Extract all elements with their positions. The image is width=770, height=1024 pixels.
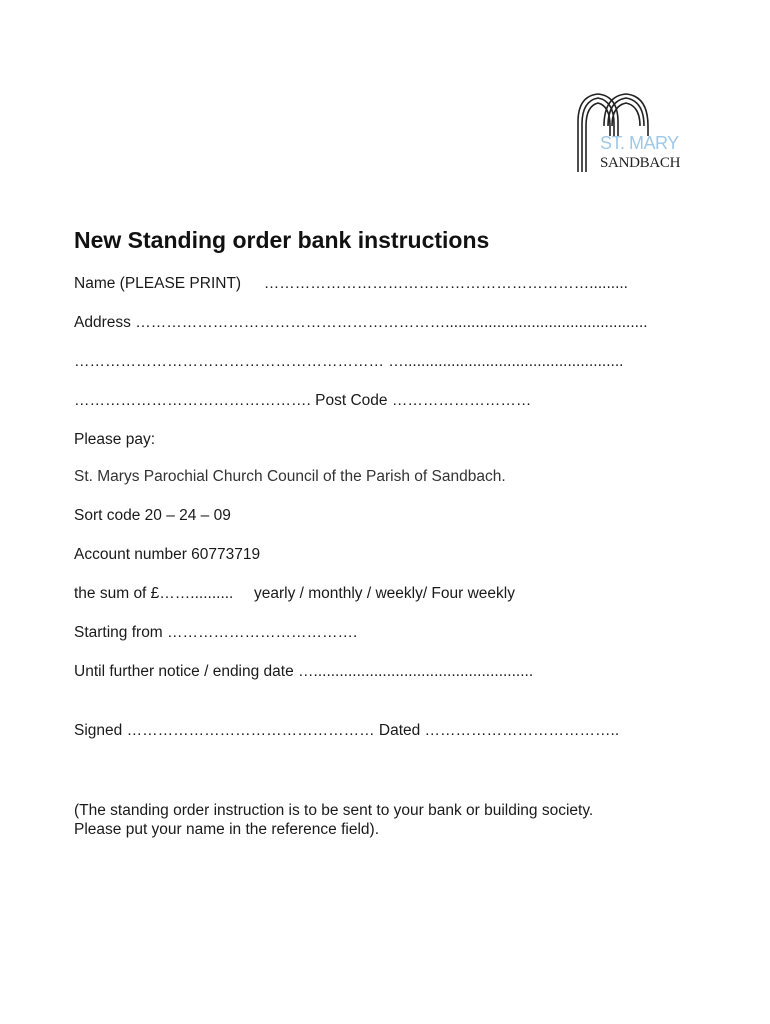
ending-date-field[interactable]: Until further notice / ending date …...................................................: [74, 663, 534, 680]
address-row: [74, 314, 648, 333]
name-field[interactable]: ……………………………………………………….........: [263, 275, 628, 292]
signed-field[interactable]: Signed …………………………………………: [74, 722, 375, 739]
sum-field[interactable]: the sum of £……..........: [74, 585, 234, 602]
address-field-line3[interactable]: ……………………………………….: [74, 392, 311, 409]
logo-text-st-mary: ST. MARY: [600, 133, 679, 153]
address-field-line2[interactable]: …………………………………………………… …...................................................: [74, 353, 624, 370]
sum-row: [74, 585, 515, 604]
name-label: Name (PLEASE PRINT): [74, 275, 242, 292]
address-field-line1[interactable]: ……………………………………………………...............................................: [135, 314, 648, 331]
address-label: Address: [74, 314, 131, 331]
account-number: Account number 60773719: [74, 546, 261, 563]
frequency-options[interactable]: yearly / monthly / weekly/ Four weekly: [253, 585, 515, 602]
address-row-2: [74, 353, 623, 372]
page-title: New Standing order bank instructions: [74, 227, 490, 253]
instruction-note: [74, 801, 593, 839]
sort-code: Sort code 20 – 24 – 09: [74, 507, 231, 524]
logo-text-sandbach: SANDBACH: [600, 155, 681, 171]
postcode-label: Post Code: [315, 392, 388, 409]
signature-row: [74, 722, 619, 741]
payee-name: St. Marys Parochial Church Council of the Parish of Sandbach.: [74, 468, 506, 485]
postcode-row: [74, 392, 531, 411]
starting-from-field[interactable]: Starting from ……………………………….: [74, 624, 358, 641]
note-line-2: Please put your name in the reference field).: [74, 821, 380, 838]
dated-field[interactable]: Dated ………………………………..: [378, 722, 620, 739]
postcode-field[interactable]: ………………………: [391, 392, 532, 409]
name-row: [74, 275, 628, 294]
please-pay-label: Please pay:: [74, 431, 155, 448]
note-line-1: (The standing order instruction is to be sent to your bank or building society.: [74, 802, 594, 819]
